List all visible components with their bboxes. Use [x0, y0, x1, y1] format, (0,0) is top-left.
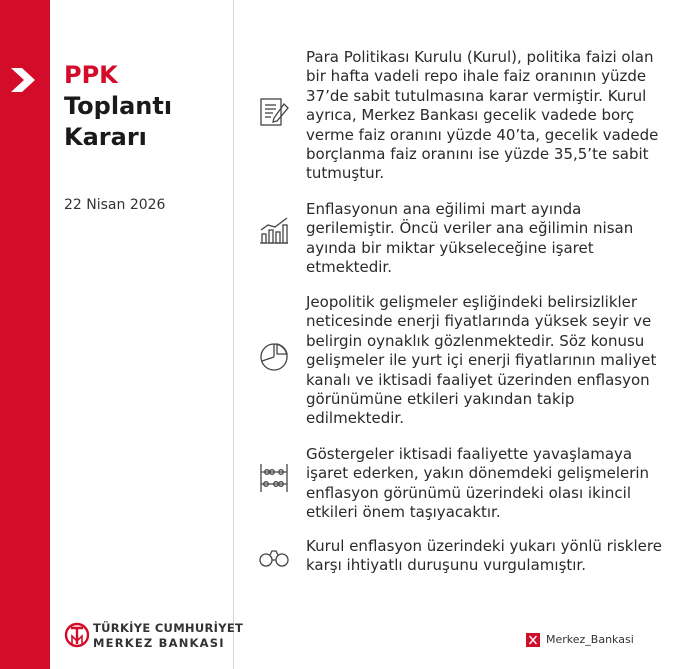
- binoculars-icon: [258, 541, 290, 573]
- page-title: [64, 60, 172, 153]
- meeting-date: 22 Nisan 2026: [64, 197, 166, 213]
- red-side-bar: [0, 0, 50, 669]
- title-line-1: PPK: [64, 61, 118, 89]
- decision-text-5: Kurul enflasyon üzerindeki yukarı yönlü risklere karşı ihtiyatlı duruşunu vurgulamıştır.: [306, 537, 662, 575]
- chevron-right-icon: [9, 66, 39, 94]
- tcmb-emblem-icon: [63, 618, 93, 652]
- abacus-icon: [258, 462, 290, 494]
- decision-text-4: Göstergeler iktisadi faaliyette yavaşlamaya işaret ederken, yakın dönemdeki gelişmelerin enflasyon görünümü üzerindeki olası ikincil etkileri önem taşıyacaktır.: [306, 445, 650, 522]
- decision-text-2: Enflasyonun ana eğilimi mart ayında gerilemiştir. Öncü veriler ana eğilimin nisan ayında bir miktar yükseleceğine işaret etmektedir.: [306, 200, 634, 277]
- x-logo-icon: [526, 633, 540, 647]
- decision-text-3: Jeopolitik gelişmeler eşliğindeki belirsizlikler neticesinde enerji fiyatlarında yüksek seyir ve belirgin oynaklık gözlenmektedir. Söz konusu gelişmeler ile yurt içi enerji fiyatlarının maliyet kanalı ve iktisadi faaliyet üzerinden enflasyon görünümüne etkileri yakından takip edilmektedir.: [306, 293, 657, 428]
- logo-line-1: TÜRKİYE CUMHURİYET: [93, 621, 244, 635]
- decision-text-1: Para Politikası Kurulu (Kurul), politika faizi olan bir hafta vadeli repo ihale faiz oranının yüzde 37’de sabit tutulmasına karar vermiştir. Kurul ayrıca, Merkez Bankası gecelik vadede borç verme faiz oranını yüzde 40’ta, gecelik vadede borçlanma faiz oranını ise yüzde 35,5’te sabit tutmuştur.: [306, 48, 659, 183]
- column-divider: [233, 0, 234, 669]
- document-pen-icon: [258, 96, 290, 128]
- logo-line-2: MERKEZ BANKASI: [93, 636, 225, 650]
- bar-chart-icon: [258, 214, 290, 246]
- social-handle-text: Merkez_Bankasi: [546, 633, 634, 646]
- pie-chart-icon: [258, 341, 290, 373]
- title-line-3: Kararı: [64, 123, 147, 151]
- title-line-2: Toplantı: [64, 92, 173, 120]
